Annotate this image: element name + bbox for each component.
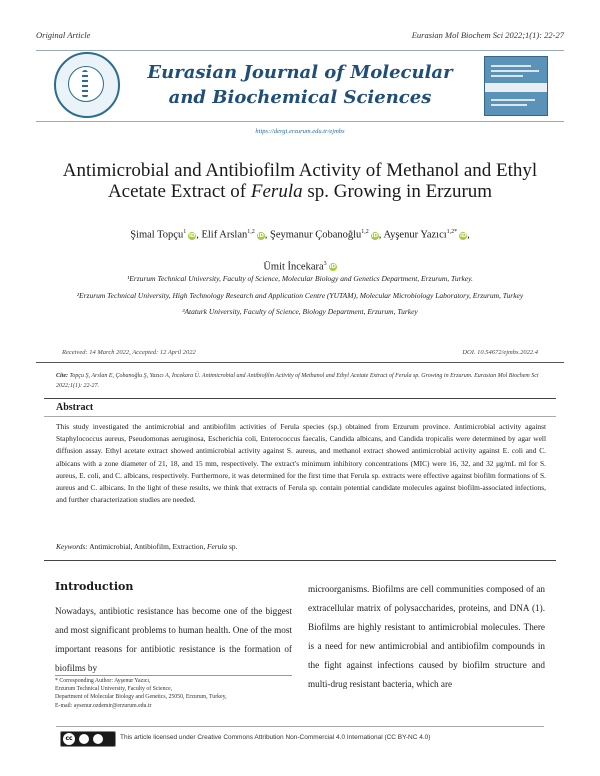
- doi-link[interactable]: DOI. 10.54672/ejmbs.2022.4: [462, 349, 538, 356]
- orcid-icon[interactable]: iD: [329, 264, 336, 270]
- author-name: Elif Arslan: [201, 229, 248, 241]
- running-header-right: Eurasian Mol Biochem Sci 2022;1(1): 22-27: [411, 30, 564, 40]
- orcid-icon[interactable]: iD: [188, 232, 196, 239]
- divider: [44, 416, 556, 417]
- divider: [36, 362, 564, 363]
- corresponding-author: * Corresponding Author: Ayşenur Yazıcı, Erzurum Technical University, Faculty of Science, Department of Molecular Biology and Genetics, 25050, Erzurum, Turkey, E-mail: aysenur.ozdemir@erzurum.edu.tr: [55, 677, 305, 710]
- introduction-right-column: microorganisms. Biofilms are cell communities composed of an extracellular matrix of polysaccharides, proteins, and DNA (1). Biofilms are highly resistant to antimicrobial molecules. There is a need for new antimicrobial and antibiofilm compounds in the fight against infections caused by biofilm structure and multi-drug resistant bacteria, which are: [308, 584, 545, 689]
- orcid-icon[interactable]: iD: [459, 232, 467, 239]
- introduction-left-column: Nowadays, antibiotic resistance has become one of the biggest and most significant problems to human health. One of the most important reasons for antibiotic resistance is the formation of biofilms by: [55, 606, 292, 673]
- affiliations: [60, 271, 540, 321]
- journal-title-line1: Eurasian Journal of Molecular: [147, 62, 453, 83]
- journal-logo-icon: [54, 52, 120, 118]
- affiliation-1: ¹Erzurum Technical University, Faculty of Science, Molecular Biology and Genetics Department, Erzurum, Turkey.: [127, 274, 473, 283]
- creative-commons-badge-icon[interactable]: cc: [60, 731, 116, 747]
- journal-title: [145, 60, 455, 110]
- keywords: Keywords: Antimicrobial, Antibiofilm, Extraction, Ferula sp.: [56, 542, 238, 551]
- citation: Cite: Topçu Ş, Arslan E, Çobanoğlu Ş, Yazıcı A, İncekara Ü. Antimicrobial and Antibiofilm Activity of Methanol and Ethyl Acetate Extract of Ferula sp. Growing in Erzurum. Eurasian Mol Biochem Sci 2022;1(1): 22-27.: [56, 373, 539, 389]
- author-name: Ümit İncekara: [263, 261, 324, 272]
- article-title: Antimicrobial and Antibiofilm Activity of Methanol and Ethyl Acetate Extract of Ferula sp. Growing in Erzurum: [62, 160, 538, 202]
- introduction-heading: Introduction: [55, 580, 134, 593]
- email-link[interactable]: E-mail: aysenur.ozdemir@erzurum.edu.tr: [55, 702, 152, 709]
- license-text: This article licensed under Creative Commons Attribution Non-Commercial 4.0 International (CC BY-NC 4.0): [120, 734, 431, 741]
- orcid-icon[interactable]: iD: [371, 232, 379, 239]
- divider: [44, 560, 556, 561]
- divider: [55, 675, 292, 676]
- affiliation-3: ³Ataturk University, Faculty of Science, Biology Department, Erzurum, Turkey: [182, 307, 418, 316]
- abstract-heading: Abstract: [56, 402, 94, 413]
- affiliation-2: ²Erzurum Technical University, High Technology Research and Application Centre (YUTAM), Molecular Microbiology Laboratory, Erzurum, Turkey: [76, 290, 524, 300]
- article-dates: Received: 14 March 2022, Accepted: 12 April 2022: [62, 349, 196, 356]
- abstract-body: This study investigated the antimicrobial and antibiofilm activities of Ferula species (sp.) obtained from Erzurum province. Antimicrobial activity against Staphylococcus aureus, Pseudomonas aeruginosa, Escherichia coli, Enterococcus faecalis, Candida albicans, and Candida tropicalis were determined by agar well diffusion assay. Ethyl acetate extract showed antimicrobial activity against S. aureus, and methanol extract showed antimicrobial activity against E. coli and C. albicans with a zone diameter of 21, 18, and 15 mm, respectively. The extract's minimum inhibitory concentrations (MIC) were 16, 32, and 32 μg/mL ml for S. aureus, E. coli, and C. albicans, respectively. Furthermore, it was determined for the first time that Ferula sp. extracts were effective against biofilm formations of S. aureus and C. albicans. In the light of these results, we think that extracts of Ferula sp. contain potential candidate molecules against biofilm-associated infections, and further characterization studies are needed.: [56, 422, 546, 505]
- orcid-icon[interactable]: iD: [257, 232, 264, 239]
- divider: [56, 726, 544, 727]
- author-list: Şimal Topçu$^1$iD, Elif Arslan$^{1,2}$iD, Şeymanur Çobanoğlu$^{1,2}$iD, Ayşenur Yazıcı$^{1,2*}$iD, Ümit İncekara$^3$iD: [130, 229, 470, 272]
- running-header-left: Original Article: [36, 30, 91, 40]
- journal-title-line2: and Biochemical Sciences: [168, 87, 432, 108]
- journal-cover-thumbnail-icon: [484, 56, 548, 116]
- author-name: Şeymanur Çobanoğlu: [270, 229, 362, 241]
- author-name: Ayşenur Yazıcı: [383, 229, 447, 241]
- journal-url-link[interactable]: https://dergi.erzurum.edu.tr/ejmbs: [255, 128, 345, 135]
- author-name: Şimal Topçu: [130, 229, 184, 241]
